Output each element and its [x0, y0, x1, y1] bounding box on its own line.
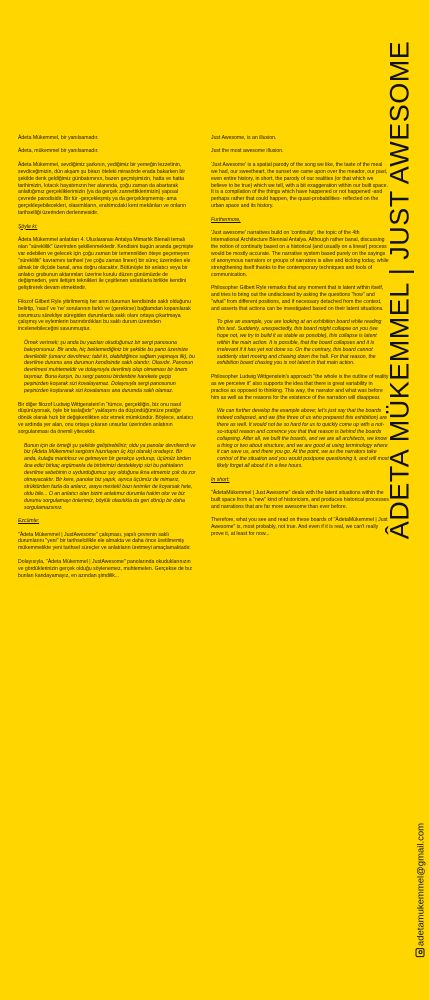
paragraph: Ezcümle: [18, 518, 40, 525]
paragraph: Furthermore, [211, 216, 241, 223]
paragraph: Örnek verirsek; şu anda bu yazıları okuduğunuz bir sergi panosuna bakıyorsunuz. Bir anda, hiç beklemediğiniz bir şekilde bu pano üzerinize devrilebilir (umarız devrilmez; tabii ki, olabildiğince sağlam yapmaya ilk), bu devrilme durumu ana durumun kendisinde saklı olandır. Olasıdır. Panonun devrilmesi muhtemeldir ve dolayısıyla devrilmiş olup olmaması bir önem taşımaz. Buna karşın, bu sergi panosu birdenbire harekete geçip peşinizden koşarak sizi kovalayamaz. Dolayısıyla sergi panosunun peşinizden koşturarak sizi kovalaması ana durumda saklı olamaz. [24, 339, 195, 395]
paragraph: Filozof Gilbert Ryle yitirilmemiş her anın durumun kendisinde saklı olduğunu belirtip, 'nasıl' ve 'ne' sorularının farklı ve (gerekirse) bağlamdan kopanılarak sorumuzu sürekliye süregiden durumlarda saklı olanı ortaya çıkartmaya çalışmış ve eylemlerin barındırdıkları bu saklı durum üzerinden incelenebileceğini savunmuştur. [18, 298, 191, 333]
paragraph: Bir diğer filozof Ludwig Wittgenstein'ın "tümce, gerçekliğin, biz onu nasıl düşünüyorsak, öyle bir taslağıdır" yaklaşımı da düşündüğümüze pratiğe dönük olarak hızlı bir değişkenlikten söz etmek mümkündür. Böylece, anlatıcı ve ardında yer alan, onu ortaya çıkaran unsurlar üzerinden anlatının sorgulanması da önemli yitecektir. [18, 401, 194, 436]
paragraph: Just the most awesome illusion. [211, 148, 284, 155]
paragraph: Philosopher Ludwig Wittgenstein's approach "the whole is the outline of reality as we perceive it" also supports the idea that there is great variability in practice as opposed to thinking. This way, the narrator and what was before him as well as the reasons for the existence of the narration will disappear. [211, 373, 389, 401]
english-text-column [211, 135, 389, 545]
paragraph: We can further develop the example above; let's just say that the boards indeed collapsed, and we (the three of us who prepared this exhibition) are there as well. It would not be so hard for us to quickly come up with a not-so-stupid reason and convince you that that reason is behind the boards collapsing. After all, we built the boards, and we are all architects, we know a thing or two about structure, and we are good at using terminology where it can save us, and there you go. At the point, we as the narrators take control of the situation and you would postpone questioning it, and will most likely forget all about it in a few hours. [217, 408, 389, 470]
vertical-title [374, 30, 426, 550]
paragraph: Âdeta Mükemmel anlatıları 4. Uluslararası Antalya Mimarlık Bienali temalı olan "süreklilik" üzerinden şekillenmektedir. Kendisini bugün aranda geçmişte var edebilen ve gelecek için çoğu zaman bir temennilden öteye geçemeyen "süreklilik" kavramını tarihsel (ve çoğu zaman lineer) bir süreç üzerinden ele almak bir ölçüde banal, ama doğru olacaktır. Bütünüyle bir anlatıcı veya bir anlatıcı grubunun aktarımları üzerine kurulu düzen günümüzde de değişmeden, yeni iletişim teknikleri ile çeşitlenen anlatılarla birlikte kendini geliştirerek devam etmektedir. [18, 236, 194, 292]
page-title: ÂDETA MÜKEMMEL | JUST AWESOME [384, 40, 415, 540]
paragraph: Just Awesome, is an illusion. [211, 135, 277, 141]
instagram-icon [416, 948, 425, 957]
paragraph: "Âdeta Mükemmel | JustAwesome" çalışması, yapılı çevrenin saklı durumlarını "yeni" bir tarihselcilikle ele almakta ve daha önce üretilmemiş mükemmelikte yeni tarihsel süreçler ve anlatıların üretmeyi amaçlamaktadır. [18, 531, 191, 552]
paragraph: 'Just Awesome' is a spatial parody of the song we like, the taste of the meal we had, our sweetheart, the sunset we came upon over the meador, our past, even entire history, in short, the parody of our realities (or that which we believe to be true) which we tell, with a bit exaggeration within our built space. It is a compilation of the things which have happened or not happened -and perhaps rather that could happen, the quasi-probabilities- reflected on the urban space and its history. [211, 161, 388, 210]
paragraph: Âdeta Mükemmel, sevdiğimiz şarkının, yediğimiz bir yemeğin lezzetinin, sevdiceğimizin, dün akşam şu birazı öteleki mirasörde erada bakarken bir şekilde denk geldiğimiz günbatımının, bazen geçmişimizin, hatta ve hatta tarihimizin, kıtacık hayatımızın her alanında, çoğu zaman da abartarak anlattığımız gerçekliklerimizin (ya da gerçek zannettiklerimizin) yapısal çevrede parodisidir. Bir tür -gerçekleşmiş ya da gerçekleşmemiş- ama gerçekleşebilecekleri, olasımlıların, erahimcdaki kent mekânları ve onların tarihselliği üzerinden derlenmesidir. [18, 161, 187, 217]
paragraph: Bunun için de örneği şu şekilde geliştirebiliriz; oldu ya panolar devrilverdi ve biz (Âdeta Mükemmel sergisini hazırlayan üç kişi olarak) oradayız. Bir anda, kulağa mantıksız ve gelmeyen bir gerekçe uydurup, üçümüz birden âna edici birkaç argümanla da birbirimizi destekleyip sizi bu pahtaların devrilme sebebinin o uydurduğumuz şey olduğuna ikna etmemiz çok da zor olmayacaktır. Bir kere, panolar biz yapık, ayrıca üçümüz de mimarız, strüktürden fazla da anlarız, araya meslekî bazı terimler de koyarsak hele, oldu bile... O an anlatıcı olan bizim anlatımız durumla hakim olur ve biz durumu sorgulamayı önlerimiz, böylük olasılıkla da geri dönüp bir daha sorgulamazsınız. [24, 442, 196, 511]
paragraph: Âdeta, mükemmel bir yanılsamadır. [18, 148, 99, 155]
paragraph: To give an example, you are looking at an exhibition board while reading this text. Suddenly, unexpectedly, this board might collapse on you (we hope not, we try to build it as stable as possible), this collapse is latent within the main action. It is possible, that the board collapses and it is irrelevant if it has yet not done so. On the contrary, this board cannot suddenly start moving and chasing down the hall. For that reason, the exhibition board chasing you is not latent in that main action. [217, 319, 382, 367]
paragraph: Philosopher Gilbert Ryle remarks that any moment that is latent within itself, and tries to bring out the undisclosed by asking the questions "how" and "what" from different positions, and if necessary detached from the context, and asserts that actions can be investigated based on their latent situations. [211, 284, 384, 312]
paragraph: Şöyle ki: [18, 223, 38, 230]
turkish-text-column [18, 135, 196, 586]
paragraph: Dolayısıyla, "Âdeta Mükemmel | JustAwesome" panolarında okuduklarınızın ve gördüklerinizin gerçek olduğu söylenemez, muhtemelen. Gerçekse de bız bunları kandayamayız, en azından şimdilik... [18, 558, 193, 579]
vertical-email [412, 790, 429, 990]
paragraph: In short: [211, 476, 230, 483]
paragraph: "ÂdetaMükemmel | Just Awesome" deals with the latent situations within the built space from a "new" kind of historicism, and produces historical processes and narrations that are far more awesome than ever before. [211, 490, 389, 510]
paragraph: Âdeta Mükemmel, bir yanılsamadır. [18, 135, 99, 141]
email-link[interactable]: adetamukemmel@gmail.com [415, 822, 427, 947]
paragraph: Therefore, what you see and read on these boards of "ÂdetaMükemmel | Just Awesome" is, most probably, not true. And even if it is real, we can't really prove it, at least for now... [211, 517, 388, 538]
paragraph: 'Just awesome' narratives build on 'continuity', the topic of the 4th International Architecture Biennial Antalya. Although rather banal, discussing the notion of continuity based on a historical (and usually on a linear) process would be mostly accurate. The narrative system based purely on the sayings of anonymous narrators or groups of narrators is alive and kicking today, while strengthening itself thanks to the contemporary techniques and tools of communication. [211, 230, 389, 278]
